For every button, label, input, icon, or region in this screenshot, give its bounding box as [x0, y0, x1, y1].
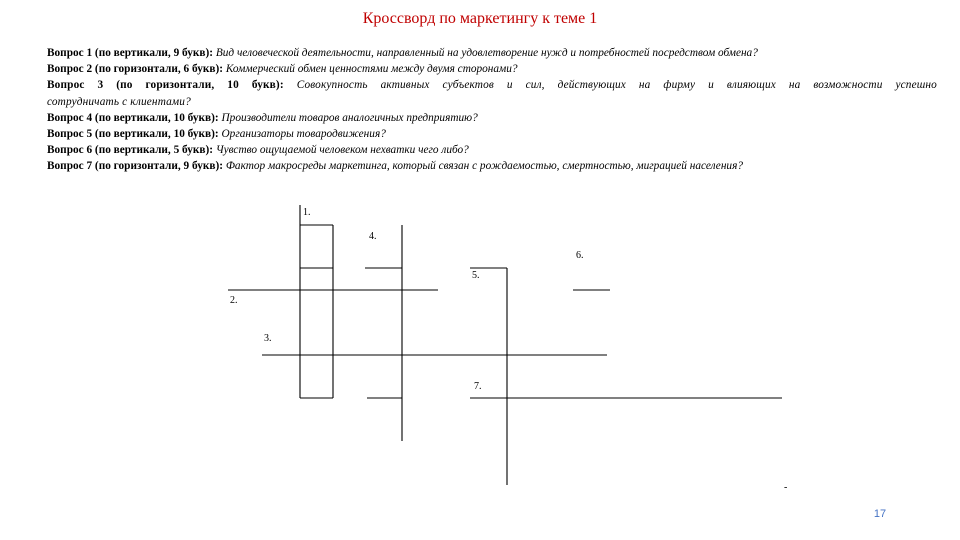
crossword-lines — [228, 205, 782, 485]
question-text: Совокупность активных субъектов и сил, действующих на фирму и влияющих на возможности успешно — [296, 79, 937, 92]
crossword-number-4: 4. — [369, 231, 377, 242]
question-text-continuation: сотрудничать с клиентами? — [47, 95, 191, 108]
crossword-number-7: 7. — [474, 381, 482, 392]
question-label: Вопрос 5 (по вертикали, 10 букв): — [47, 128, 219, 141]
question-label: Вопрос 2 (по горизонтали, 6 букв): — [47, 63, 224, 76]
question-label: Вопрос 7 (по горизонтали, 9 букв): — [47, 160, 224, 173]
page-title: Кроссворд по маркетингу к теме 1 — [362, 10, 598, 27]
crossword-number-1: 1. — [303, 207, 311, 218]
page-number: 17 — [873, 508, 887, 520]
question-label: Вопрос 3 (по горизонтали, 10 букв): — [47, 79, 284, 92]
question-text: Вид человеческой деятельности, направленный на удовлетворение нужд и потребностей посредством обмена? — [215, 47, 758, 59]
question-label: Вопрос 4 (по вертикали, 10 букв): — [47, 111, 219, 124]
question-text: Производители товаров аналогичных предприятию? — [221, 111, 478, 124]
crossword-number-6: 6. — [576, 250, 584, 261]
question-text: Организаторы товародвижения? — [221, 128, 386, 141]
crossword-number-5: 5. — [472, 270, 480, 281]
footer-mark: - — [784, 482, 788, 493]
question-label: Вопрос 6 (по вертикали, 5 букв): — [47, 144, 214, 157]
question-text: Чувство ощущаемой человеком нехватки чего либо? — [215, 144, 469, 157]
crossword-number-3: 3. — [264, 333, 272, 344]
crossword-number-2: 2. — [230, 295, 238, 306]
question-label: Вопрос 1 (по вертикали, 9 букв): — [47, 47, 214, 59]
question-text: Фактор макросреды маркетинга, который связан с рождаемостью, смертностью, миграцией населения? — [225, 160, 743, 173]
question-text: Коммерческий обмен ценностями между двумя сторонами? — [225, 63, 518, 76]
